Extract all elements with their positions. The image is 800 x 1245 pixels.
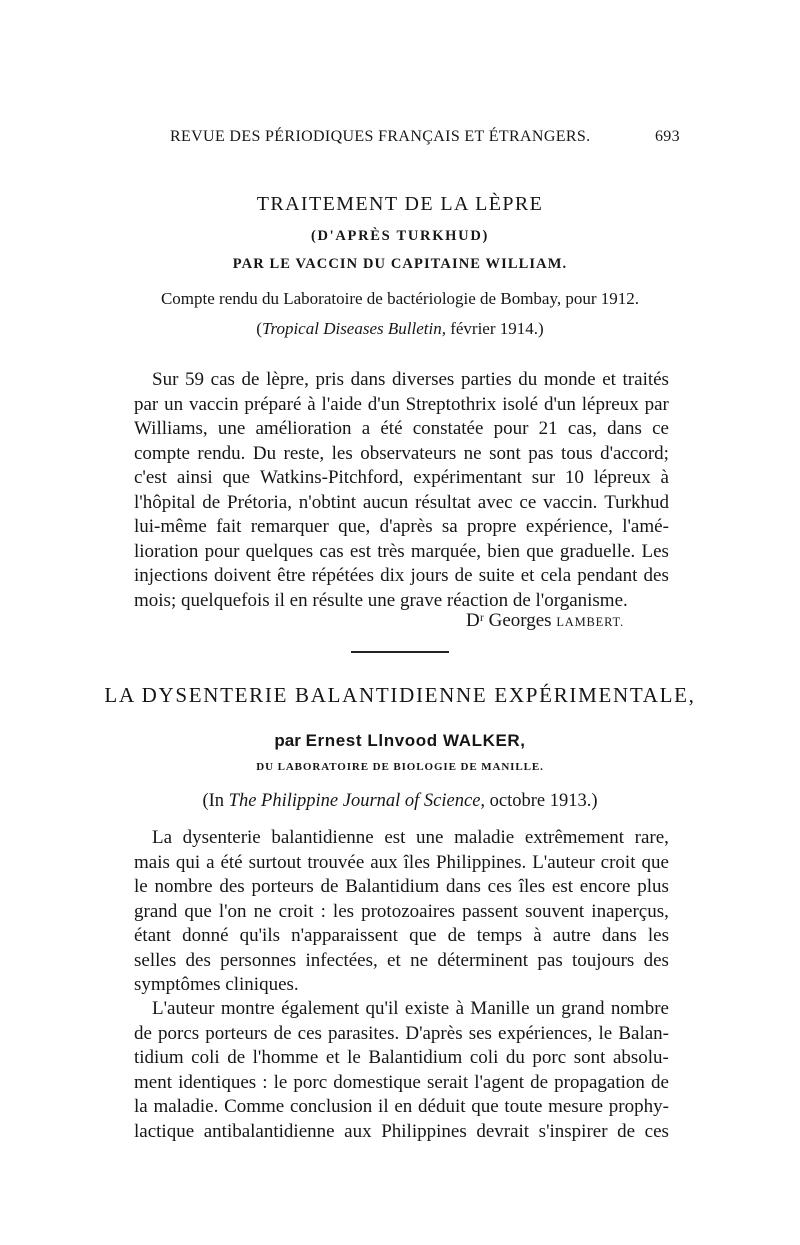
word: injections bbox=[134, 565, 208, 586]
word: porcs bbox=[158, 1022, 200, 1044]
word: très bbox=[377, 540, 405, 562]
word: déduit bbox=[418, 1096, 466, 1117]
word: par bbox=[644, 393, 669, 415]
word: expérience, bbox=[525, 516, 613, 537]
word: de bbox=[617, 1120, 636, 1142]
word: existe bbox=[404, 998, 450, 1019]
word: c'est bbox=[134, 467, 167, 488]
running-head bbox=[170, 128, 680, 152]
word: pas bbox=[537, 949, 563, 971]
word: L'auteur bbox=[152, 998, 215, 1019]
word: qu'ils bbox=[239, 925, 280, 946]
word: dysenterie bbox=[182, 827, 261, 848]
word: pour bbox=[493, 418, 529, 439]
text-line bbox=[134, 1071, 669, 1096]
text-line bbox=[134, 540, 669, 565]
word: d'après bbox=[379, 516, 433, 537]
word: 10 bbox=[564, 467, 584, 488]
word: isolé bbox=[502, 393, 539, 415]
word: maladie bbox=[454, 827, 515, 848]
word: souvent bbox=[525, 900, 585, 922]
article1-source-journal: Tropical Diseases Bulletin, bbox=[261, 319, 446, 338]
word: 21 bbox=[538, 418, 558, 439]
word: pas bbox=[528, 442, 554, 464]
word: Philippines bbox=[381, 1120, 467, 1142]
word: selles bbox=[134, 949, 177, 971]
word: de bbox=[530, 1071, 549, 1093]
word: un bbox=[164, 393, 184, 415]
word: parasites. bbox=[328, 1022, 400, 1044]
article2-author bbox=[0, 731, 800, 751]
text-line bbox=[134, 949, 669, 974]
signature-prefix: Dʳ Georges bbox=[466, 610, 552, 631]
word: des bbox=[643, 565, 669, 586]
word: déterminent bbox=[437, 949, 529, 971]
word: absolu- bbox=[612, 1047, 669, 1068]
word: L'auteur bbox=[532, 851, 595, 873]
word: il bbox=[378, 1096, 389, 1117]
word: des bbox=[219, 876, 245, 897]
word: le bbox=[598, 1022, 613, 1044]
word: balantidienne bbox=[271, 827, 374, 848]
word: pour bbox=[204, 540, 240, 562]
text-line bbox=[134, 1046, 669, 1071]
word: amélioration bbox=[255, 418, 352, 439]
word: Du bbox=[252, 442, 277, 464]
word: donné bbox=[182, 925, 229, 946]
word: toute bbox=[504, 1096, 543, 1117]
word: traités bbox=[622, 369, 669, 390]
word: lioration bbox=[134, 540, 199, 562]
word: le bbox=[273, 1071, 288, 1093]
text-line bbox=[134, 875, 669, 900]
word: domestique bbox=[333, 1071, 421, 1093]
page-number: 693 bbox=[654, 128, 680, 145]
source-prefix: (In bbox=[202, 791, 225, 811]
article2-title: LA DYSENTERIE BALANTIDIENNE EXPÉRIMENTALE, bbox=[104, 683, 696, 707]
text-line bbox=[134, 368, 669, 393]
text-line bbox=[134, 1095, 669, 1120]
word: de bbox=[241, 369, 260, 390]
word: sont bbox=[573, 1047, 606, 1068]
word: de bbox=[134, 1022, 152, 1044]
word: cela bbox=[540, 565, 572, 586]
word: à bbox=[455, 998, 465, 1019]
word: montre bbox=[220, 998, 275, 1019]
article2-affiliation: DU LABORATOIRE DE BIOLOGIE DE MANILLE. bbox=[256, 761, 544, 773]
word: été bbox=[380, 418, 403, 439]
word: rendu. bbox=[197, 442, 246, 464]
word: les bbox=[331, 442, 353, 464]
text-line: symptômes cliniques. bbox=[134, 974, 299, 995]
word: le bbox=[134, 876, 148, 897]
word: la bbox=[134, 1096, 148, 1117]
word: 59 bbox=[185, 369, 205, 390]
article2-paragraph-1 bbox=[134, 826, 669, 998]
word: Balan- bbox=[618, 1022, 669, 1044]
word: quelques bbox=[245, 540, 314, 562]
text-line bbox=[134, 900, 669, 925]
word: trouvée bbox=[307, 851, 365, 873]
word: étant bbox=[134, 925, 171, 946]
word: marquée, bbox=[410, 540, 482, 562]
word: ment bbox=[134, 1071, 172, 1093]
word: et bbox=[520, 565, 535, 586]
text-line bbox=[134, 924, 669, 949]
word: Balantidium bbox=[368, 1047, 463, 1068]
word: parties bbox=[460, 369, 512, 390]
word: qui bbox=[175, 851, 201, 873]
word: de bbox=[320, 876, 339, 897]
article1-source-date: février 1914. bbox=[450, 319, 539, 338]
word: de bbox=[454, 565, 473, 586]
word: fait bbox=[216, 516, 242, 537]
word: qu'il bbox=[365, 998, 399, 1019]
word: tidium bbox=[134, 1047, 184, 1068]
word: propagation bbox=[554, 1071, 645, 1093]
word: un bbox=[535, 998, 555, 1019]
word: Sur bbox=[152, 369, 179, 390]
word: encore bbox=[579, 876, 631, 897]
word: protozoaires bbox=[361, 900, 456, 922]
word: diverses bbox=[392, 369, 455, 390]
word: observateurs bbox=[360, 442, 457, 464]
word: résultat bbox=[415, 491, 471, 513]
word: à bbox=[533, 925, 542, 946]
word: d'accord; bbox=[600, 442, 669, 464]
word: maladie. bbox=[153, 1096, 219, 1117]
word: monde bbox=[543, 369, 596, 390]
word: grand bbox=[561, 998, 605, 1019]
word: lèpre, bbox=[266, 369, 309, 390]
word: des bbox=[643, 949, 669, 971]
word: tous bbox=[560, 442, 593, 464]
word: doivent bbox=[214, 565, 272, 586]
word: à bbox=[660, 467, 669, 488]
word: vaccin bbox=[188, 393, 239, 415]
word: jours bbox=[410, 565, 449, 586]
text-line bbox=[134, 851, 669, 876]
word: a bbox=[361, 418, 371, 439]
word: en bbox=[394, 1096, 413, 1117]
word: devrait bbox=[476, 1120, 530, 1142]
word: antibalantidienne bbox=[203, 1120, 335, 1142]
word: est bbox=[349, 540, 372, 562]
word: pendant bbox=[577, 565, 638, 586]
word: Balantidium bbox=[345, 876, 440, 897]
word: propre bbox=[467, 516, 517, 537]
word: que bbox=[409, 925, 437, 946]
word: ainsi bbox=[176, 467, 213, 488]
word: Streptothrix bbox=[405, 393, 497, 415]
word: les bbox=[332, 900, 355, 922]
article2-source-date: octobre 1913.) bbox=[489, 791, 598, 811]
word: avec bbox=[477, 491, 513, 513]
text-line: mois; quelquefois il en résulte une grave réaction de l'organisme. bbox=[134, 589, 628, 611]
text-line bbox=[134, 515, 669, 540]
word: Comme bbox=[224, 1096, 285, 1117]
word: répétées bbox=[311, 565, 374, 586]
word: autre bbox=[552, 925, 591, 946]
word: pris bbox=[315, 369, 344, 390]
word: D'après bbox=[405, 1022, 463, 1044]
word: : bbox=[320, 900, 326, 922]
word: plus bbox=[637, 876, 669, 897]
word: porc bbox=[293, 1071, 328, 1093]
text-line bbox=[134, 1120, 669, 1145]
word: nombre bbox=[154, 876, 213, 897]
word: aux bbox=[370, 851, 398, 873]
word: à bbox=[307, 393, 316, 415]
word: lactique bbox=[134, 1120, 195, 1142]
word: d'un bbox=[543, 393, 576, 415]
word: et bbox=[602, 369, 616, 390]
word: croit bbox=[278, 900, 314, 922]
word: que, bbox=[338, 516, 371, 537]
word: ce bbox=[652, 418, 669, 439]
word: sur bbox=[531, 467, 556, 488]
word: Prétoria, bbox=[227, 491, 292, 513]
word: infectées, bbox=[305, 949, 378, 971]
word: toujours bbox=[572, 949, 635, 971]
word: que bbox=[471, 1096, 499, 1117]
article1-subtitle: (D'APRÈS TURKHUD) bbox=[310, 228, 490, 244]
word: graduelle. bbox=[559, 540, 636, 562]
word: bien bbox=[487, 540, 520, 562]
word: suite bbox=[478, 565, 515, 586]
word: Watkins-Pitchford, bbox=[259, 467, 404, 488]
word: ces bbox=[487, 876, 512, 897]
word: croit bbox=[600, 851, 636, 873]
text-line bbox=[134, 564, 669, 589]
word: de bbox=[273, 1022, 292, 1044]
word: La bbox=[152, 827, 173, 848]
word: surtout bbox=[248, 851, 302, 873]
word: Philippines. bbox=[435, 851, 527, 873]
article1-source-citation: (Tropical Diseases Bulletin, février 1914.) bbox=[256, 319, 544, 338]
word: être bbox=[277, 565, 306, 586]
word: Manille bbox=[470, 998, 530, 1019]
article2-paragraph-2 bbox=[134, 997, 669, 1144]
author-prefix: par bbox=[274, 731, 301, 750]
word: : bbox=[262, 1071, 268, 1093]
word: ce bbox=[519, 491, 537, 513]
word: cas, bbox=[567, 418, 597, 439]
word: Williams, bbox=[134, 418, 208, 439]
word: n'obtint bbox=[298, 491, 357, 513]
article1-source-line: Compte rendu du Laboratoire de bactériologie de Bombay, pour 1912. bbox=[160, 289, 640, 308]
word: de bbox=[202, 491, 221, 513]
word: de bbox=[650, 1071, 669, 1093]
word: de bbox=[447, 925, 466, 946]
running-head-title: REVUE DES PÉRIODIQUES FRANÇAIS ET ÉTRANGERS. bbox=[170, 128, 591, 145]
word: nombre bbox=[610, 998, 669, 1019]
text-line bbox=[134, 491, 669, 516]
word: constatée bbox=[412, 418, 484, 439]
word: dans bbox=[607, 418, 642, 439]
article1-title: TRAITEMENT DE LA LÈPRE bbox=[256, 193, 544, 215]
word: que bbox=[641, 851, 669, 873]
word: par bbox=[134, 393, 159, 415]
word: du bbox=[518, 369, 538, 390]
word: et bbox=[387, 949, 401, 971]
word: l'on bbox=[218, 900, 247, 922]
word: porc bbox=[532, 1047, 567, 1068]
word: l'agent bbox=[474, 1071, 525, 1093]
text-line bbox=[134, 826, 669, 851]
word: l'hôpital bbox=[134, 491, 196, 513]
word: rare, bbox=[634, 827, 669, 848]
word: porteurs bbox=[251, 876, 314, 897]
text-line bbox=[134, 1022, 669, 1047]
word: ne bbox=[463, 442, 482, 464]
word: ne bbox=[410, 949, 429, 971]
word: porteurs bbox=[205, 1022, 268, 1044]
word: n'apparaissent bbox=[291, 925, 398, 946]
word: îles bbox=[518, 876, 546, 897]
word: extrêmement bbox=[524, 827, 625, 848]
word: mais bbox=[134, 851, 170, 873]
text-line bbox=[134, 393, 669, 418]
word: passent bbox=[462, 900, 519, 922]
word: le bbox=[347, 1047, 361, 1068]
word: les bbox=[647, 925, 669, 946]
word: lui-même bbox=[134, 516, 207, 537]
word: grand bbox=[134, 900, 178, 922]
word: coli bbox=[191, 1047, 220, 1068]
word: compte bbox=[134, 442, 190, 464]
word: vaccin. bbox=[543, 491, 598, 513]
word: a bbox=[206, 851, 215, 873]
word: sont bbox=[489, 442, 521, 464]
word: ces bbox=[644, 1120, 669, 1142]
word: sa bbox=[441, 516, 458, 537]
word: ne bbox=[253, 900, 272, 922]
word: est bbox=[384, 827, 406, 848]
text-line bbox=[134, 442, 669, 467]
word: que bbox=[222, 467, 250, 488]
text-line bbox=[134, 417, 669, 442]
word: préparé bbox=[244, 393, 302, 415]
word: l'amé- bbox=[622, 516, 669, 537]
word: des bbox=[185, 949, 211, 971]
word: cas bbox=[319, 540, 344, 562]
word: Les bbox=[641, 540, 669, 562]
article1-signature bbox=[466, 610, 624, 632]
word: îles bbox=[403, 851, 431, 873]
article2-source-journal: The Philippine Journal of Science, bbox=[228, 791, 486, 811]
word: aucun bbox=[362, 491, 409, 513]
word: que bbox=[184, 900, 212, 922]
word: l'homme bbox=[252, 1047, 319, 1068]
article1-subtitle2: PAR LE VACCIN DU CAPITAINE WILLIAM. bbox=[232, 256, 568, 272]
word: du bbox=[505, 1047, 525, 1068]
article1-body bbox=[134, 368, 669, 613]
word: été bbox=[220, 851, 243, 873]
word: s'inspirer bbox=[538, 1120, 608, 1142]
word: inaperçus, bbox=[591, 900, 669, 922]
signature-name: LAMBERT. bbox=[556, 615, 624, 629]
word: dans bbox=[350, 369, 386, 390]
word: Turkhud bbox=[604, 491, 669, 513]
word: conclusion bbox=[289, 1096, 373, 1117]
word: dans bbox=[601, 925, 637, 946]
word: également bbox=[281, 998, 360, 1019]
word: mesure bbox=[548, 1096, 604, 1117]
word: ces bbox=[297, 1022, 322, 1044]
word: prophy- bbox=[608, 1096, 669, 1117]
word: aux bbox=[344, 1120, 372, 1142]
word: de bbox=[227, 1047, 246, 1068]
word: d'un bbox=[367, 393, 400, 415]
word: dans bbox=[446, 876, 481, 897]
word: une bbox=[416, 827, 444, 848]
word: et bbox=[325, 1047, 340, 1068]
text-line bbox=[134, 997, 669, 1022]
word: remarquer bbox=[250, 516, 329, 537]
word: cas bbox=[210, 369, 235, 390]
word: expérimentant bbox=[413, 467, 522, 488]
author-name: Ernest Llnvood WALKER, bbox=[305, 731, 526, 750]
word: lépreux bbox=[593, 467, 651, 488]
word: coli bbox=[469, 1047, 499, 1068]
word: l'aide bbox=[321, 393, 362, 415]
word: lépreux bbox=[581, 393, 639, 415]
word: identiques bbox=[178, 1071, 257, 1093]
word: expériences, bbox=[498, 1022, 593, 1044]
text-line bbox=[134, 466, 669, 491]
word: une bbox=[217, 418, 246, 439]
word: serait bbox=[426, 1071, 469, 1093]
word: temps bbox=[476, 925, 523, 946]
word: est bbox=[551, 876, 573, 897]
word: ses bbox=[468, 1022, 492, 1044]
word: que bbox=[526, 540, 554, 562]
word: dix bbox=[380, 565, 405, 586]
section-divider bbox=[351, 651, 449, 653]
word: personnes bbox=[220, 949, 297, 971]
word: reste, bbox=[283, 442, 325, 464]
article2-source-citation bbox=[0, 791, 800, 812]
